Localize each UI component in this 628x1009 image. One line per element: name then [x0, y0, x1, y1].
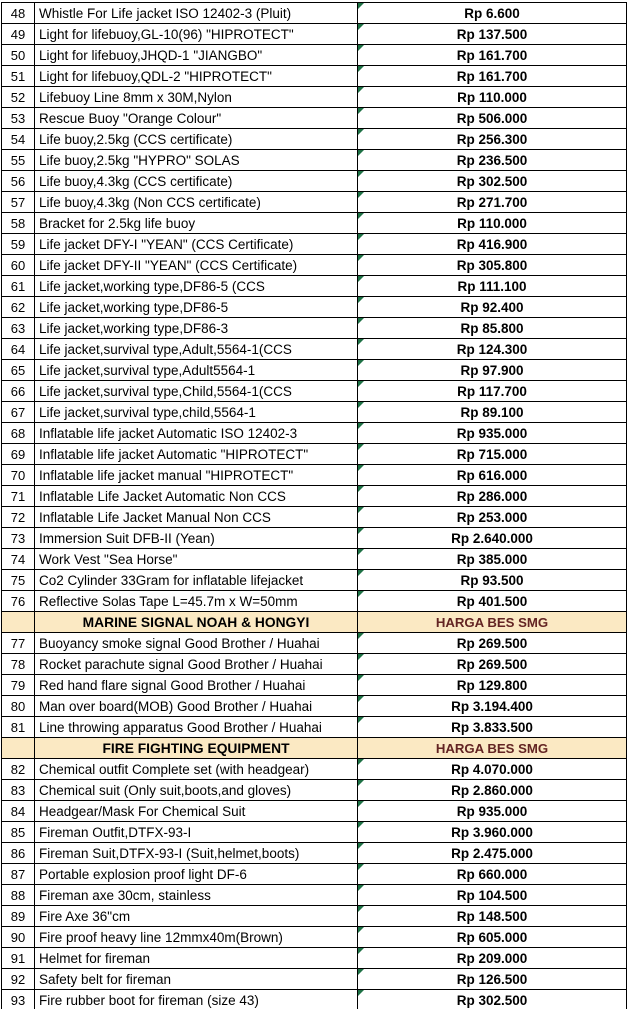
price-text: Rp 93.500 — [460, 572, 524, 588]
section-empty-cell — [2, 738, 35, 759]
table-row — [2, 150, 627, 171]
description-cell: Inflatable life jacket manual "HIPROTECT" — [35, 465, 358, 486]
description-cell: Immersion Suit DFB-II (Yean) — [35, 528, 358, 549]
error-indicator-icon — [358, 150, 364, 156]
section-header-row — [2, 738, 627, 759]
price-cell — [358, 465, 627, 486]
price-cell — [358, 129, 627, 150]
row-number-cell: 78 — [2, 654, 35, 675]
description-cell: Life jacket,working type,DF86-3 — [35, 318, 358, 339]
error-indicator-icon — [358, 633, 364, 639]
row-number-cell: 49 — [2, 24, 35, 45]
price-text: Rp 616.000 — [456, 467, 528, 483]
price-cell — [358, 696, 627, 717]
table-row — [2, 171, 627, 192]
price-cell — [358, 864, 627, 885]
error-indicator-icon — [358, 129, 364, 135]
error-indicator-icon — [358, 234, 364, 240]
description-cell: Fire Axe 36"cm — [35, 906, 358, 927]
error-indicator-icon — [358, 528, 364, 534]
description-cell: Life jacket,survival type,Adult5564-1 — [35, 360, 358, 381]
table-row — [2, 276, 627, 297]
price-cell — [358, 822, 627, 843]
row-number-cell: 90 — [2, 927, 35, 948]
row-number-cell: 70 — [2, 465, 35, 486]
description-cell: Life jacket,working type,DF86-5 — [35, 297, 358, 318]
row-number-cell: 65 — [2, 360, 35, 381]
table-row — [2, 654, 627, 675]
error-indicator-icon — [358, 276, 364, 282]
price-text: Rp 110.000 — [457, 215, 527, 231]
row-number-cell: 74 — [2, 549, 35, 570]
row-number-cell: 91 — [2, 948, 35, 969]
price-cell — [358, 3, 627, 24]
row-number-cell: 63 — [2, 318, 35, 339]
description-cell: Man over board(MOB) Good Brother / Huahai — [35, 696, 358, 717]
error-indicator-icon — [358, 843, 364, 849]
description-cell: Light for lifebuoy,QDL-2 "HIPROTECT" — [35, 66, 358, 87]
price-cell — [358, 150, 627, 171]
price-cell — [358, 423, 627, 444]
description-cell: Light for lifebuoy,JHQD-1 "JIANGBO" — [35, 45, 358, 66]
price-text: Rp 161.700 — [456, 68, 528, 84]
table-row — [2, 129, 627, 150]
price-text: Rp 3.833.500 — [451, 719, 533, 735]
price-cell — [358, 885, 627, 906]
row-number-cell: 50 — [2, 45, 35, 66]
price-text: Rp 126.500 — [456, 971, 528, 987]
table-row — [2, 780, 627, 801]
description-cell: Fire rubber boot for fireman (size 43) — [35, 990, 358, 1009]
row-number-cell: 48 — [2, 3, 35, 24]
row-number-cell: 66 — [2, 381, 35, 402]
price-text: Rp 2.860.000 — [451, 782, 533, 798]
price-text: Rp 129.800 — [456, 677, 528, 693]
row-number-cell: 83 — [2, 780, 35, 801]
price-text: Rp 3.960.000 — [451, 824, 533, 840]
description-cell: Chemical suit (Only suit,boots,and gloves) — [35, 780, 358, 801]
row-number-cell: 93 — [2, 990, 35, 1009]
description-cell: Portable explosion proof light DF-6 — [35, 864, 358, 885]
price-cell — [358, 591, 627, 612]
table-row — [2, 87, 627, 108]
price-cell — [358, 192, 627, 213]
price-cell — [358, 339, 627, 360]
price-cell — [358, 381, 627, 402]
error-indicator-icon — [358, 717, 364, 723]
row-number-cell: 77 — [2, 633, 35, 654]
row-number-cell: 68 — [2, 423, 35, 444]
price-text: Rp 85.800 — [460, 320, 524, 336]
price-cell — [358, 675, 627, 696]
row-number-cell: 61 — [2, 276, 35, 297]
description-cell: Whistle For Life jacket ISO 12402-3 (Pluit) — [35, 3, 358, 24]
error-indicator-icon — [358, 759, 364, 765]
price-cell — [358, 717, 627, 738]
price-cell — [358, 633, 627, 654]
price-cell — [358, 66, 627, 87]
price-text: Rp 124.300 — [456, 341, 528, 357]
price-cell — [358, 528, 627, 549]
price-cell — [358, 402, 627, 423]
row-number-cell: 54 — [2, 129, 35, 150]
description-cell: Fire proof heavy line 12mmx40m(Brown) — [35, 927, 358, 948]
price-text: Rp 385.000 — [456, 551, 528, 567]
table-row — [2, 486, 627, 507]
price-cell — [358, 570, 627, 591]
price-cell — [358, 654, 627, 675]
table-row — [2, 192, 627, 213]
description-cell: Inflatable life jacket Automatic "HIPROTECT" — [35, 444, 358, 465]
table-row — [2, 570, 627, 591]
table-row — [2, 3, 627, 24]
description-cell: Life buoy,4.3kg (CCS certificate) — [35, 171, 358, 192]
price-cell — [358, 927, 627, 948]
error-indicator-icon — [358, 990, 364, 996]
price-cell — [358, 969, 627, 990]
table-row — [2, 717, 627, 738]
price-cell — [358, 318, 627, 339]
error-indicator-icon — [358, 171, 364, 177]
table-row — [2, 108, 627, 129]
price-text: Rp 715.000 — [456, 446, 528, 462]
price-cell — [358, 24, 627, 45]
price-text: Rp 236.500 — [456, 152, 528, 168]
description-cell: Life buoy,4.3kg (Non CCS certificate) — [35, 192, 358, 213]
price-text: Rp 302.500 — [456, 173, 528, 189]
error-indicator-icon — [358, 444, 364, 450]
price-text: Rp 111.100 — [457, 278, 527, 294]
table-row — [2, 591, 627, 612]
section-title-cell: FIRE FIGHTING EQUIPMENT — [35, 738, 358, 759]
error-indicator-icon — [358, 549, 364, 555]
price-cell — [358, 759, 627, 780]
price-text: Rp 269.500 — [456, 656, 528, 672]
price-cell — [358, 297, 627, 318]
row-number-cell: 59 — [2, 234, 35, 255]
table-row — [2, 318, 627, 339]
error-indicator-icon — [358, 675, 364, 681]
row-number-cell: 79 — [2, 675, 35, 696]
price-text: Rp 302.500 — [456, 992, 528, 1008]
table-row — [2, 549, 627, 570]
error-indicator-icon — [358, 801, 364, 807]
price-cell — [358, 990, 627, 1009]
price-text: Rp 253.000 — [456, 509, 528, 525]
description-cell: Helmet for fireman — [35, 948, 358, 969]
error-indicator-icon — [358, 297, 364, 303]
price-text: Rp 401.500 — [456, 593, 528, 609]
description-cell: Inflatable life jacket Automatic ISO 12402-3 — [35, 423, 358, 444]
price-table-body — [2, 3, 627, 1009]
price-cell — [358, 108, 627, 129]
price-cell — [358, 843, 627, 864]
price-cell — [358, 171, 627, 192]
row-number-cell: 67 — [2, 402, 35, 423]
row-number-cell: 75 — [2, 570, 35, 591]
price-cell — [358, 276, 627, 297]
error-indicator-icon — [358, 45, 364, 51]
table-row — [2, 864, 627, 885]
error-indicator-icon — [358, 486, 364, 492]
description-cell: Life jacket DFY-II "YEAN" (CCS Certificate) — [35, 255, 358, 276]
description-cell: Chemical outfit Complete set (with headgear) — [35, 759, 358, 780]
section-header-row — [2, 612, 627, 633]
description-cell: Rocket parachute signal Good Brother / Huahai — [35, 654, 358, 675]
description-cell: Fireman axe 30cm, stainless — [35, 885, 358, 906]
price-text: Rp 271.700 — [456, 194, 528, 210]
table-row — [2, 465, 627, 486]
error-indicator-icon — [358, 66, 364, 72]
price-cell — [358, 360, 627, 381]
error-indicator-icon — [358, 3, 364, 9]
description-cell: Buoyancy smoke signal Good Brother / Huahai — [35, 633, 358, 654]
table-row — [2, 402, 627, 423]
description-cell: Life buoy,2.5kg (CCS certificate) — [35, 129, 358, 150]
price-cell — [358, 801, 627, 822]
row-number-cell: 88 — [2, 885, 35, 906]
description-cell: Lifebuoy Line 8mm x 30M,Nylon — [35, 87, 358, 108]
price-cell — [358, 87, 627, 108]
table-row — [2, 696, 627, 717]
error-indicator-icon — [358, 381, 364, 387]
price-text: Rp 110.000 — [457, 89, 527, 105]
error-indicator-icon — [358, 570, 364, 576]
table-row — [2, 255, 627, 276]
price-cell — [358, 507, 627, 528]
description-cell: Red hand flare signal Good Brother / Huahai — [35, 675, 358, 696]
error-indicator-icon — [358, 654, 364, 660]
table-row — [2, 234, 627, 255]
price-text: Rp 305.800 — [456, 257, 528, 273]
price-cell — [358, 255, 627, 276]
table-row — [2, 969, 627, 990]
table-row — [2, 927, 627, 948]
error-indicator-icon — [358, 108, 364, 114]
table-row — [2, 822, 627, 843]
error-indicator-icon — [358, 780, 364, 786]
table-row — [2, 843, 627, 864]
error-indicator-icon — [358, 402, 364, 408]
row-number-cell: 55 — [2, 150, 35, 171]
description-cell: Life jacket,survival type,Child,5564-1(CCS — [35, 381, 358, 402]
price-text: Rp 3.194.400 — [451, 698, 533, 714]
price-text: Rp 286.000 — [456, 488, 528, 504]
price-text: Rp 104.500 — [456, 887, 528, 903]
row-number-cell: 56 — [2, 171, 35, 192]
error-indicator-icon — [358, 885, 364, 891]
description-cell: Inflatable Life Jacket Automatic Non CCS — [35, 486, 358, 507]
price-text: Rp 935.000 — [456, 803, 528, 819]
price-text: Rp 137.500 — [456, 26, 528, 42]
description-cell: Bracket for 2.5kg life buoy — [35, 213, 358, 234]
table-row — [2, 885, 627, 906]
price-cell — [358, 444, 627, 465]
table-row — [2, 801, 627, 822]
error-indicator-icon — [358, 339, 364, 345]
row-number-cell: 58 — [2, 213, 35, 234]
error-indicator-icon — [358, 507, 364, 513]
table-row — [2, 360, 627, 381]
section-empty-cell — [2, 612, 35, 633]
description-cell: Headgear/Mask For Chemical Suit — [35, 801, 358, 822]
error-indicator-icon — [358, 24, 364, 30]
row-number-cell: 81 — [2, 717, 35, 738]
table-row — [2, 906, 627, 927]
description-cell: Life jacket DFY-I "YEAN" (CCS Certificate) — [35, 234, 358, 255]
table-row — [2, 45, 627, 66]
row-number-cell: 89 — [2, 906, 35, 927]
table-row — [2, 423, 627, 444]
description-cell: Life jacket,working type,DF86-5 (CCS — [35, 276, 358, 297]
table-row — [2, 339, 627, 360]
error-indicator-icon — [358, 255, 364, 261]
price-text: Rp 660.000 — [456, 866, 528, 882]
price-text: Rp 269.500 — [456, 635, 528, 651]
table-row — [2, 633, 627, 654]
row-number-cell: 85 — [2, 822, 35, 843]
error-indicator-icon — [358, 906, 364, 912]
row-number-cell: 92 — [2, 969, 35, 990]
error-indicator-icon — [358, 948, 364, 954]
row-number-cell: 71 — [2, 486, 35, 507]
table-row — [2, 948, 627, 969]
description-cell: Reflective Solas Tape L=45.7m x W=50mm — [35, 591, 358, 612]
error-indicator-icon — [358, 87, 364, 93]
description-cell: Safety belt for fireman — [35, 969, 358, 990]
row-number-cell: 57 — [2, 192, 35, 213]
row-number-cell: 72 — [2, 507, 35, 528]
description-cell: Light for lifebuoy,GL-10(96) "HIPROTECT" — [35, 24, 358, 45]
row-number-cell: 52 — [2, 87, 35, 108]
error-indicator-icon — [358, 318, 364, 324]
description-cell: Fireman Suit,DTFX-93-I (Suit,helmet,boots) — [35, 843, 358, 864]
table-row — [2, 507, 627, 528]
row-number-cell: 82 — [2, 759, 35, 780]
error-indicator-icon — [358, 822, 364, 828]
table-row — [2, 66, 627, 87]
price-text: Rp 117.700 — [457, 383, 527, 399]
price-text: Rp 506.000 — [456, 110, 528, 126]
error-indicator-icon — [358, 864, 364, 870]
table-row — [2, 297, 627, 318]
price-text: Rp 148.500 — [456, 908, 528, 924]
section-price-header-cell: HARGA BES SMG — [358, 612, 627, 633]
error-indicator-icon — [358, 423, 364, 429]
price-list-sheet — [1, 2, 628, 1009]
row-number-cell: 87 — [2, 864, 35, 885]
price-text: Rp 97.900 — [460, 362, 524, 378]
price-cell — [358, 948, 627, 969]
price-cell — [358, 45, 627, 66]
row-number-cell: 62 — [2, 297, 35, 318]
row-number-cell: 64 — [2, 339, 35, 360]
error-indicator-icon — [358, 591, 364, 597]
section-title-cell: MARINE SIGNAL NOAH & HONGYI — [35, 612, 358, 633]
description-cell: Life jacket,survival type,Adult,5564-1(CCS — [35, 339, 358, 360]
price-text: Rp 935.000 — [456, 425, 528, 441]
error-indicator-icon — [358, 969, 364, 975]
error-indicator-icon — [358, 360, 364, 366]
price-text: Rp 416.900 — [456, 236, 528, 252]
row-number-cell: 69 — [2, 444, 35, 465]
price-text: Rp 256.300 — [456, 131, 528, 147]
price-text: Rp 2.640.000 — [451, 530, 533, 546]
price-text: Rp 4.070.000 — [451, 761, 533, 777]
price-cell — [358, 234, 627, 255]
price-text: Rp 89.100 — [460, 404, 524, 420]
table-row — [2, 675, 627, 696]
table-row — [2, 444, 627, 465]
row-number-cell: 76 — [2, 591, 35, 612]
price-text: Rp 209.000 — [456, 950, 528, 966]
price-cell — [358, 780, 627, 801]
table-row — [2, 213, 627, 234]
description-cell: Line throwing apparatus Good Brother / Huahai — [35, 717, 358, 738]
price-text: Rp 2.475.000 — [451, 845, 533, 861]
description-cell: Work Vest "Sea Horse" — [35, 549, 358, 570]
error-indicator-icon — [358, 192, 364, 198]
price-cell — [358, 213, 627, 234]
row-number-cell: 80 — [2, 696, 35, 717]
description-cell: Fireman Outfit,DTFX-93-I — [35, 822, 358, 843]
table-row — [2, 528, 627, 549]
price-text: Rp 161.700 — [456, 47, 528, 63]
table-row — [2, 381, 627, 402]
price-cell — [358, 549, 627, 570]
error-indicator-icon — [358, 465, 364, 471]
error-indicator-icon — [358, 927, 364, 933]
price-cell — [358, 486, 627, 507]
row-number-cell: 73 — [2, 528, 35, 549]
description-cell: Rescue Buoy "Orange Colour" — [35, 108, 358, 129]
price-text: Rp 605.000 — [456, 929, 528, 945]
row-number-cell: 51 — [2, 66, 35, 87]
price-cell — [358, 906, 627, 927]
table-row — [2, 759, 627, 780]
price-text: Rp 92.400 — [460, 299, 524, 315]
row-number-cell: 86 — [2, 843, 35, 864]
row-number-cell: 60 — [2, 255, 35, 276]
error-indicator-icon — [358, 696, 364, 702]
description-cell: Life jacket,survival type,child,5564-1 — [35, 402, 358, 423]
description-cell: Inflatable Life Jacket Manual Non CCS — [35, 507, 358, 528]
price-table — [1, 2, 627, 1009]
table-row — [2, 24, 627, 45]
error-indicator-icon — [358, 213, 364, 219]
row-number-cell: 53 — [2, 108, 35, 129]
description-cell: Co2 Cylinder 33Gram for inflatable lifejacket — [35, 570, 358, 591]
price-text: Rp 6.600 — [464, 5, 520, 21]
table-row — [2, 990, 627, 1009]
description-cell: Life buoy,2.5kg "HYPRO" SOLAS — [35, 150, 358, 171]
section-price-header-cell: HARGA BES SMG — [358, 738, 627, 759]
row-number-cell: 84 — [2, 801, 35, 822]
